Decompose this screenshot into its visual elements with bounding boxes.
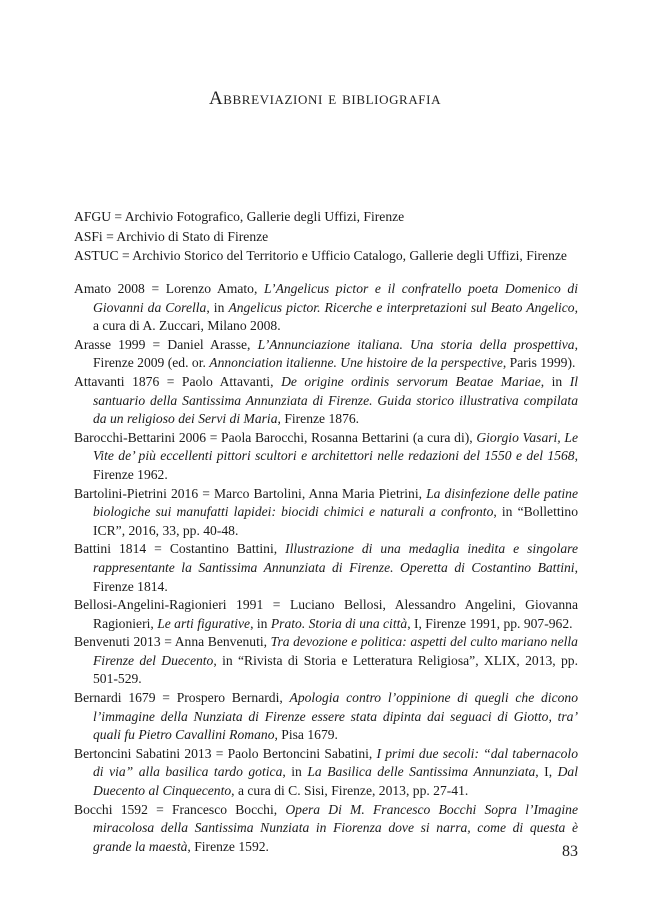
entry-text: Benvenuti 2013 = Anna Benvenuti, <box>74 634 271 650</box>
entry-text: , in “Bollettino ICR”, 2016, 33, pp. 40-48. <box>93 504 578 538</box>
bibliography-entry <box>74 633 578 689</box>
entry-text: , in <box>282 764 308 780</box>
section-heading: Abbreviazioni e bibliografia <box>208 88 442 109</box>
entry-title-italic: Giorgio Vasari, Le Vite de’ più eccellenti pittori scultori e architettori nelle redazioni del 1550 e del 1568 <box>93 429 578 464</box>
entry-text: , in <box>206 299 229 315</box>
entry-text: Amato 2008 = Lorenzo Amato, <box>74 281 264 296</box>
entry-title-italic: La Basilica delle Santissima Annunziata <box>307 764 536 780</box>
bibliography-entry <box>74 540 578 596</box>
entry-title-italic: I primi due secoli: “dal tabernacolo di via” alla basilica tardo gotica <box>93 745 579 780</box>
bibliography-entry <box>74 596 578 633</box>
entry-title-italic: Angelicus pictor. Ricerche e interpretazioni sul Beato Angelico <box>228 299 575 315</box>
abbreviations-list <box>74 207 584 266</box>
entry-text: , Firenze 2009 (ed. or. <box>93 336 579 371</box>
entry-title-italic: La disinfezione delle patine biologiche sui manufatti lapidei: biocidi chimici e naturali a confronto <box>93 485 579 520</box>
entry-text: , a cura di C. Sisi, Firenze, 2013, pp. 27-41. <box>231 783 469 799</box>
entry-text: Arasse 1999 = Daniel Arasse, <box>74 336 258 352</box>
entry-text: , I, Firenze 1991, pp. 907-962. <box>407 615 573 631</box>
bibliography-entry <box>74 280 578 336</box>
entry-title-italic: Il santuario della Santissima Annunziata di Firenze. Guida storico illustrativa compilata da un religioso dei Servi di Maria <box>93 373 578 427</box>
bibliography-entry <box>74 801 578 857</box>
entry-title-italic: Opera Di M. Francesco Bocchi Sopra l’Imagine miracolosa della Santissima Nunziata in Fiorenza dove si narra, come di questa è grande la maestà <box>93 801 578 854</box>
entry-text: Barocchi-Bettarini 2006 = Paola Barocchi, Rosanna Bettarini (a cura di), <box>74 429 477 445</box>
entry-text: , in <box>250 615 271 631</box>
bibliography-entry <box>74 429 578 485</box>
entry-title-italic: Tra devozione e politica: aspetti del culto mariano nella Firenze del Duecento <box>93 634 578 668</box>
abbreviation-entry: ASTUC = Archivio Storico del Territorio e Ufficio Catalogo, Gallerie degli Uffizi, Firenze <box>74 248 567 263</box>
entry-text: , Paris 1999). <box>502 355 576 371</box>
entry-text: , a cura di A. Zuccari, Milano 2008. <box>93 299 578 334</box>
entry-title-italic: L’Annunciazione italiana. Una storia della prospettiva <box>257 336 575 352</box>
entry-text: Attavanti 1876 = Paolo Attavanti, <box>74 373 282 389</box>
entry-text: Bernardi 1679 = Prospero Bernardi, <box>74 690 290 706</box>
entry-title-italic: Prato. Storia di una città <box>270 615 408 631</box>
entry-text: , Firenze 1814. <box>93 559 578 594</box>
entry-title-italic: Illustrazione di una medaglia inedita e singolare rappresentante la Santissima Annunziata di Firenze. Operetta di Costantino Battini <box>93 541 578 575</box>
bibliography-entry <box>74 336 578 373</box>
entry-text: , in <box>540 373 570 389</box>
entry-text: , I, <box>535 764 558 780</box>
bibliography-entry <box>74 745 578 801</box>
entry-text: Battini 1814 = Costantino Battini, <box>74 541 286 557</box>
bibliography-entry <box>74 373 578 429</box>
bibliography-list <box>74 280 578 856</box>
bibliography-entry <box>74 689 578 745</box>
entry-text: , Firenze 1592. <box>187 838 269 854</box>
entry-title-italic: De origine ordinis servorum Beatae Mariae <box>281 373 541 389</box>
entry-title-italic: L’Angelicus pictor e il confratello poeta Domenico di Giovanni da Corella <box>93 281 578 315</box>
entry-text: , Firenze 1876. <box>277 411 360 427</box>
page-number: 83 <box>562 843 578 860</box>
entry-text: , Firenze 1962. <box>93 448 578 482</box>
entry-title-italic: Dal Duecento al Cinquecento <box>93 764 578 799</box>
entry-text: , in “Rivista di Storia e Letteratura Religiosa”, XLIX, 2013, pp. 501-529. <box>93 652 578 687</box>
entry-text: Bellosi-Angelini-Ragionieri 1991 = Luciano Bellosi, Alessandro Angelini, Giovanna Ragionieri, <box>74 597 578 631</box>
entry-title-italic: Apologia contro l’oppinione di quegli che dicono l’immagine della Nunziata di Firenze essere stata dipinta dai seguaci di Giotto, tra’ quali fu Pietro Cavallini Romano <box>93 690 578 743</box>
abbreviation-entry: ASFi = Archivio di Stato di Firenze <box>74 228 269 244</box>
entry-title-italic: Le arti figurative <box>157 615 251 631</box>
entry-title-italic: Annonciation italienne. Une histoire de la perspective <box>209 355 503 371</box>
entry-text: , Pisa 1679. <box>274 727 338 743</box>
bibliography-entry <box>74 485 578 541</box>
entry-text: Bertoncini Sabatini 2013 = Paolo Bertoncini Sabatini, <box>74 745 377 761</box>
entry-text: Bartolini-Pietrini 2016 = Marco Bartolini, Anna Maria Pietrini, <box>74 485 427 501</box>
entry-text: Bocchi 1592 = Francesco Bocchi, <box>74 801 286 817</box>
abbreviation-entry: AFGU = Archivio Fotografico, Gallerie degli Uffizi, Firenze <box>74 209 405 224</box>
